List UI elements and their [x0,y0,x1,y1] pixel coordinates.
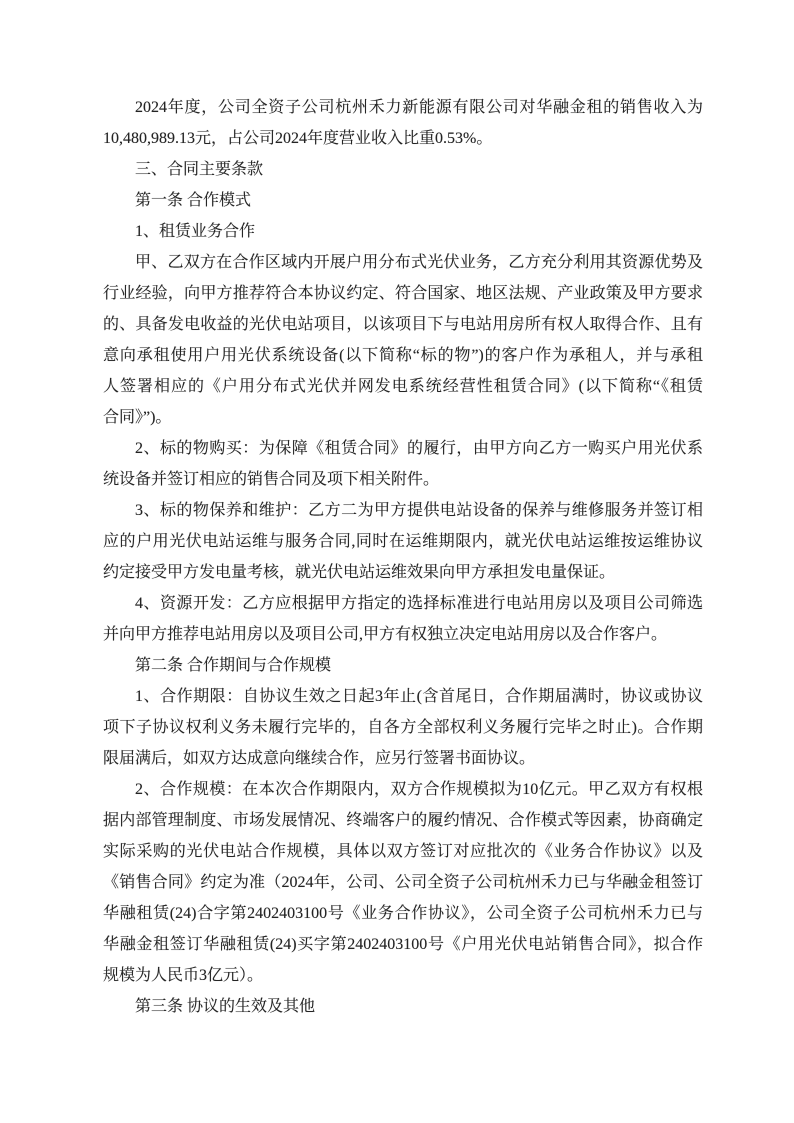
doc-line: 合同》”)。 [103,409,172,426]
section-heading: 第二条 合作期间与合作规模 [135,657,332,674]
doc-line: 华融租赁(24)合字第2402403100号《业务合作协议》，公司全资子公司杭州禾力已与 [103,905,703,922]
doc-line: 2024年度，公司全资子公司杭州禾力新能源有限公司对华融金租的销售收入为 [135,99,703,116]
doc-line: 10,480,989.13元，占公司2024年度营业收入比重0.53%。 [103,130,493,147]
doc-line: 行业经验，向甲方推荐符合本协议约定、符合国家、地区法规、产业政策及甲方要求 [103,285,703,302]
doc-line: 甲、乙双方在合作区域内开展户用分布式光伏业务，乙方充分利用其资源优势及 [135,254,703,271]
doc-line: 意向承租使用户用光伏系统设备(以下简称“标的物”)的客户作为承租人，并与承租 [103,347,703,364]
doc-line: 限届满后，如双方达成意向继续合作，应另行签署书面协议。 [103,750,536,767]
section-heading: 第三条 协议的生效及其他 [135,998,316,1015]
doc-line: 应的户用光伏电站运维与服务合同,同时在运维期限内，就光伏电站运维按运维协议 [103,533,703,550]
section-heading: 1、租赁业务合作 [135,223,256,240]
doc-line: 《销售合同》约定为准（2024年，公司、公司全资子公司杭州禾力已与华融金租签订 [103,874,703,891]
doc-line: 人签署相应的《户用分布式光伏并网发电系统经营性租赁合同》(以下简称“《租赁 [103,378,703,395]
doc-line: 3、标的物保养和维护：乙方二为甲方提供电站设备的保养与维修服务并签订相 [135,502,703,519]
doc-line: 华融金租签订华融租赁(24)买字第2402403100号《户用光伏电站销售合同》，拟合作 [103,936,703,953]
doc-line: 统设备并签订相应的销售合同及项下相关附件。 [103,471,440,488]
doc-line: 2、标的物购买：为保障《租赁合同》的履行，由甲方向乙方一购买户用光伏系 [135,440,703,457]
doc-line: 项下子协议权利义务未履行完毕的，自各方全部权利义务履行完毕之时止)。合作期 [103,719,703,736]
doc-line: 1、合作期限：自协议生效之日起3年止(含首尾日，合作期届满时，协议或协议 [135,688,703,705]
doc-line: 规模为人民币3亿元）。 [103,967,264,984]
section-heading: 第一条 合作模式 [135,192,252,209]
document-body [103,92,703,1022]
doc-line: 据内部管理制度、市场发展情况、终端客户的履约情况、合作模式等因素，协商确定 [103,812,703,829]
section-heading: 三、合同主要条款 [135,161,264,178]
doc-line: 2、合作规模：在本次合作期限内，双方合作规模拟为10亿元。甲乙双方有权根 [135,781,703,798]
doc-line: 约定接受甲方发电量考核，就光伏电站运维效果向甲方承担发电量保证。 [103,564,616,581]
doc-line: 并向甲方推荐电站用房以及项目公司,甲方有权独立决定电站用房以及合作客户。 [103,626,668,643]
doc-line: 4、资源开发：乙方应根据甲方指定的选择标准进行电站用房以及项目公司筛选 [135,595,703,612]
doc-line: 实际采购的光伏电站合作规模，具体以双方签订对应批次的《业务合作协议》以及 [103,843,703,860]
doc-line: 的、具备发电收益的光伏电站项目，以该项目下与电站用房所有权人取得合作、且有 [103,316,703,333]
